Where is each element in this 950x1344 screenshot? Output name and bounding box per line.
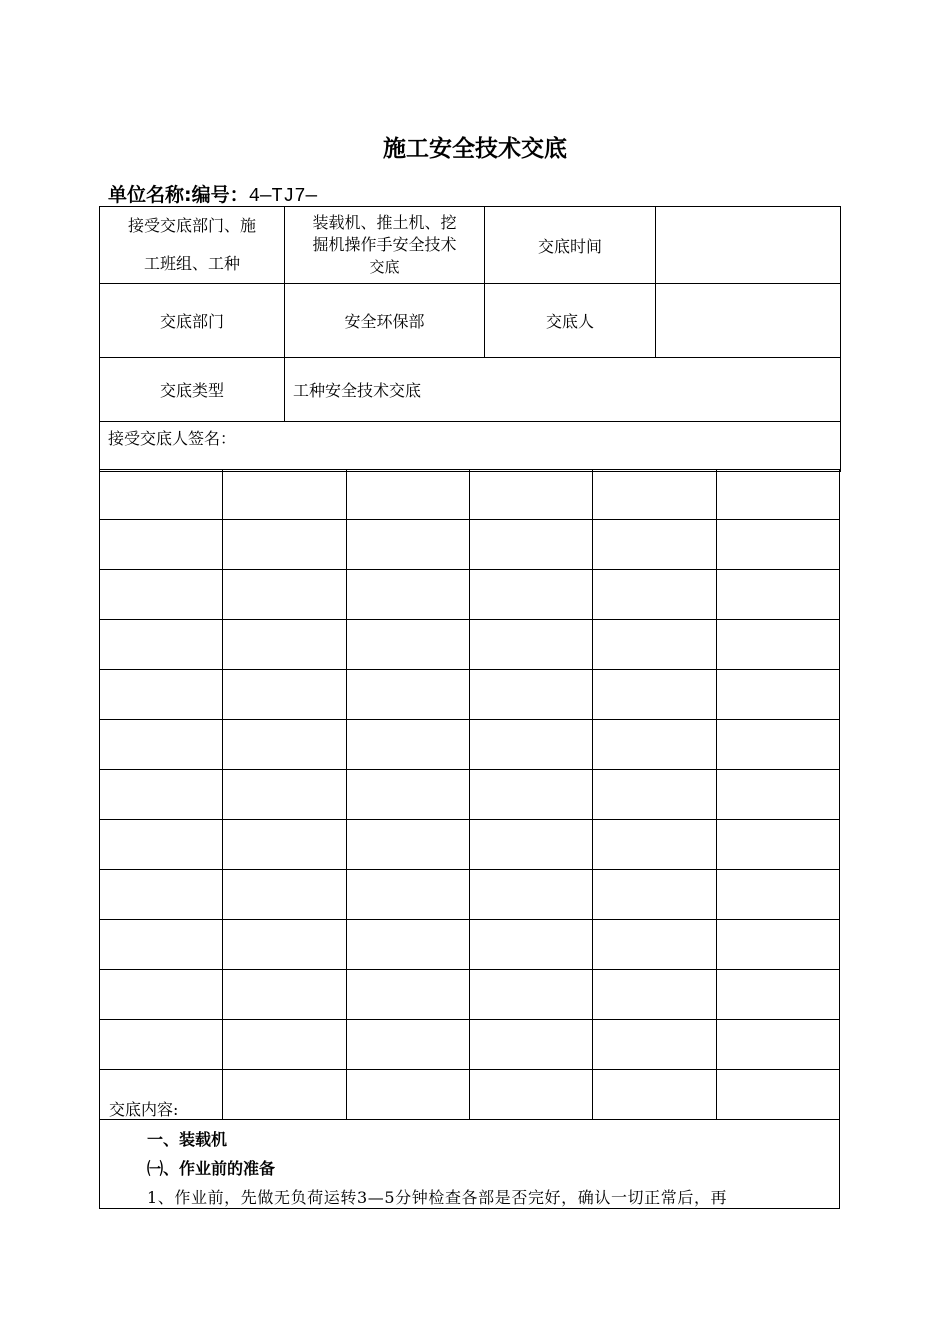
signature-cell[interactable] xyxy=(469,570,592,620)
signature-cell[interactable] xyxy=(223,720,346,770)
signature-row xyxy=(100,1020,840,1070)
dept-label-cell: 交底部门 xyxy=(100,284,285,358)
content-heading-2: ㈠、作业前的准备 xyxy=(147,1159,276,1178)
signature-cell[interactable] xyxy=(346,670,469,720)
signature-cell[interactable] xyxy=(469,720,592,770)
signature-cell[interactable] xyxy=(346,470,469,520)
signature-row xyxy=(100,870,840,920)
signature-cell[interactable] xyxy=(716,870,839,920)
signature-cell[interactable] xyxy=(716,720,839,770)
content-section xyxy=(99,1093,840,1209)
signature-cell[interactable] xyxy=(593,920,716,970)
signature-cell[interactable] xyxy=(100,870,223,920)
signature-cell[interactable] xyxy=(469,520,592,570)
signature-cell[interactable] xyxy=(593,820,716,870)
signature-cell[interactable] xyxy=(100,720,223,770)
signature-cell[interactable] xyxy=(223,470,346,520)
signature-cell[interactable] xyxy=(469,620,592,670)
header-table xyxy=(99,206,841,472)
signature-cell[interactable] xyxy=(716,770,839,820)
signature-row xyxy=(100,570,840,620)
signature-cell[interactable] xyxy=(223,570,346,620)
signature-cell[interactable] xyxy=(593,1020,716,1070)
signature-cell[interactable] xyxy=(100,570,223,620)
signature-cell[interactable] xyxy=(716,820,839,870)
signature-cell[interactable] xyxy=(593,870,716,920)
signature-cell[interactable] xyxy=(469,1020,592,1070)
signature-cell[interactable] xyxy=(346,1020,469,1070)
signature-cell[interactable] xyxy=(716,520,839,570)
signature-cell[interactable] xyxy=(346,920,469,970)
signature-cell[interactable] xyxy=(100,470,223,520)
signature-cell[interactable] xyxy=(716,920,839,970)
signature-cell[interactable] xyxy=(593,970,716,1020)
signature-cell[interactable] xyxy=(716,670,839,720)
signature-cell[interactable] xyxy=(716,620,839,670)
signature-row xyxy=(100,620,840,670)
time-value-cell[interactable] xyxy=(656,207,841,284)
subject-line2: 掘机操作手安全技术 xyxy=(312,235,457,254)
signature-cell[interactable] xyxy=(223,670,346,720)
signature-cell[interactable] xyxy=(223,970,346,1020)
document-title: 施工安全技术交底 xyxy=(383,136,567,162)
unit-and-number-line xyxy=(108,180,317,207)
signature-cell[interactable] xyxy=(469,970,592,1020)
signature-cell[interactable] xyxy=(100,1020,223,1070)
signature-label-cell: 接受交底人签名： xyxy=(100,422,841,472)
signature-cell[interactable] xyxy=(346,720,469,770)
signature-cell[interactable] xyxy=(346,620,469,670)
signature-cell[interactable] xyxy=(223,920,346,970)
signature-grid xyxy=(99,469,840,1120)
signature-cell[interactable] xyxy=(223,770,346,820)
signature-cell[interactable] xyxy=(593,770,716,820)
signature-cell[interactable] xyxy=(469,670,592,720)
signature-row xyxy=(100,770,840,820)
signature-cell[interactable] xyxy=(469,870,592,920)
signature-cell[interactable] xyxy=(716,1020,839,1070)
person-value-cell[interactable] xyxy=(656,284,841,358)
content-heading-1: 一、装载机 xyxy=(147,1130,228,1149)
subject-line3: 交底 xyxy=(369,258,400,276)
signature-cell[interactable] xyxy=(469,820,592,870)
dept-value-cell: 安全环保部 xyxy=(285,284,485,358)
signature-cell[interactable] xyxy=(100,770,223,820)
signature-cell[interactable] xyxy=(469,770,592,820)
signature-cell[interactable] xyxy=(100,970,223,1020)
signature-cell[interactable] xyxy=(100,820,223,870)
signature-cell[interactable] xyxy=(346,520,469,570)
signature-cell[interactable] xyxy=(716,970,839,1020)
signature-cell[interactable] xyxy=(346,570,469,620)
signature-cell[interactable] xyxy=(100,620,223,670)
signature-cell[interactable] xyxy=(346,820,469,870)
subject-line1: 装载机、推土机、挖 xyxy=(312,213,457,232)
signature-cell[interactable] xyxy=(223,620,346,670)
signature-cell[interactable] xyxy=(593,520,716,570)
signature-cell[interactable] xyxy=(346,970,469,1020)
document-code: 4—TJ7— xyxy=(248,185,318,207)
type-value-cell: 工种安全技术交底 xyxy=(285,358,841,422)
signature-row xyxy=(100,670,840,720)
signature-cell[interactable] xyxy=(223,1020,346,1070)
type-label-cell: 交底类型 xyxy=(100,358,285,422)
signature-cell[interactable] xyxy=(716,570,839,620)
time-label-cell: 交底时间 xyxy=(485,207,656,284)
unit-label: 单位名称:编号： xyxy=(108,184,249,206)
content-paragraph-1: 1、作业前，先做无负荷运转3—5分钟检查各部是否完好，确认一切正常后，再 xyxy=(147,1188,728,1207)
signature-row xyxy=(100,820,840,870)
signature-row xyxy=(100,520,840,570)
person-label-cell: 交底人 xyxy=(485,284,656,358)
signature-cell[interactable] xyxy=(100,520,223,570)
receiving-dept-label-cell xyxy=(100,207,285,284)
signature-cell[interactable] xyxy=(100,920,223,970)
subject-cell xyxy=(285,207,485,284)
receiving-dept-label-line2: 工班组、工种 xyxy=(143,254,240,273)
receiving-dept-label-line1: 接受交底部门、施 xyxy=(127,216,256,235)
signature-cell[interactable] xyxy=(223,520,346,570)
signature-cell[interactable] xyxy=(223,870,346,920)
signature-cell[interactable] xyxy=(346,870,469,920)
signature-cell[interactable] xyxy=(593,720,716,770)
signature-cell[interactable] xyxy=(593,470,716,520)
signature-cell[interactable] xyxy=(223,820,346,870)
content-label: 交底内容: xyxy=(109,1100,179,1119)
signature-cell[interactable] xyxy=(346,770,469,820)
signature-cell[interactable] xyxy=(469,470,592,520)
signature-cell[interactable] xyxy=(100,670,223,720)
signature-row xyxy=(100,920,840,970)
signature-cell[interactable] xyxy=(593,620,716,670)
signature-row xyxy=(100,470,840,520)
signature-cell[interactable] xyxy=(469,920,592,970)
signature-cell[interactable] xyxy=(716,470,839,520)
signature-cell[interactable] xyxy=(593,570,716,620)
signature-row xyxy=(100,970,840,1020)
signature-row xyxy=(100,720,840,770)
signature-cell[interactable] xyxy=(593,670,716,720)
